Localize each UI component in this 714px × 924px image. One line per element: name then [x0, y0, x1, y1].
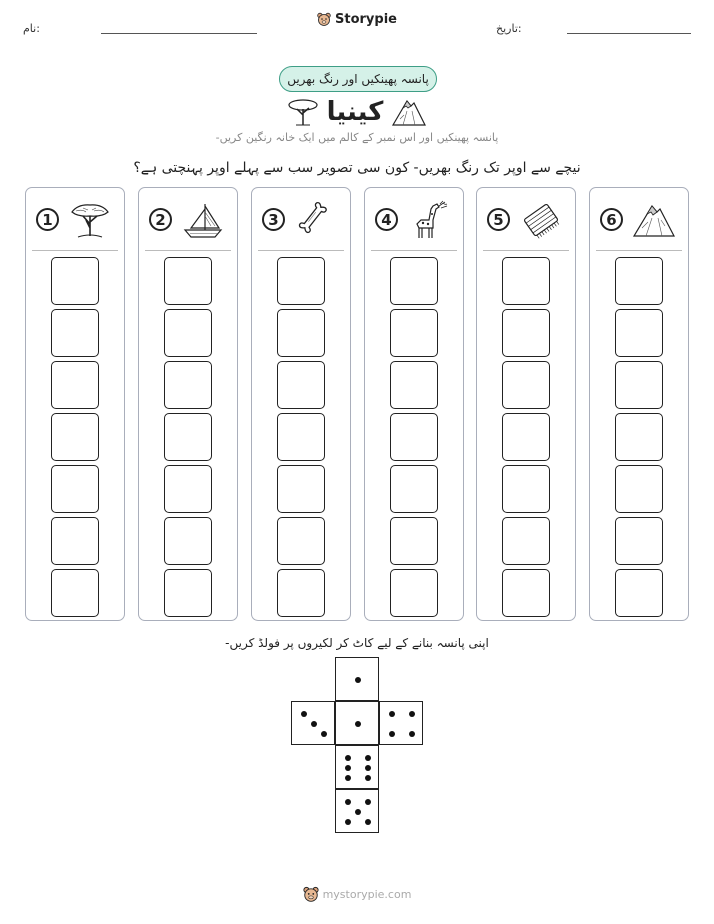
column-6: [589, 187, 689, 621]
column-number: 6: [600, 208, 623, 231]
color-cell[interactable]: [390, 309, 438, 357]
color-cell[interactable]: [164, 257, 212, 305]
color-cell[interactable]: [164, 309, 212, 357]
column-number: 5: [487, 208, 510, 231]
dice-pip: [345, 755, 351, 761]
color-cell[interactable]: [615, 361, 663, 409]
column-divider: [483, 250, 569, 251]
color-cell[interactable]: [390, 361, 438, 409]
column-number: 1: [36, 208, 59, 231]
color-cell[interactable]: [51, 309, 99, 357]
sailboat-icon: [181, 200, 225, 240]
acacia-tree-icon: [68, 200, 112, 240]
column-4: [364, 187, 464, 621]
color-cell[interactable]: [390, 257, 438, 305]
folded-blanket-icon: [519, 200, 563, 240]
column-divider: [145, 250, 231, 251]
dice-instruction: اپنی پانسہ بنانے کے لیے کاٹ کر لکیروں پر فولڈ کریں-: [225, 636, 489, 650]
color-cell[interactable]: [502, 257, 550, 305]
color-cell[interactable]: [51, 569, 99, 617]
acacia-tree-icon: [287, 97, 319, 127]
mountain-icon: [632, 200, 676, 240]
giraffe-icon: [407, 200, 451, 240]
color-cell[interactable]: [502, 361, 550, 409]
color-cell[interactable]: [277, 309, 325, 357]
color-cell[interactable]: [164, 413, 212, 461]
dice-face: [379, 701, 423, 745]
dice-pip: [355, 721, 361, 727]
footer-url: mystorypie.com: [322, 888, 412, 901]
title-text: کینیا: [326, 97, 384, 127]
brand: [0, 12, 714, 31]
dice-pip: [301, 711, 307, 717]
color-cell[interactable]: [164, 465, 212, 513]
dice-pip: [365, 775, 371, 781]
color-cell[interactable]: [277, 361, 325, 409]
color-cell[interactable]: [277, 465, 325, 513]
dice-pip: [345, 775, 351, 781]
dice-face: [335, 745, 379, 789]
dice-pip: [365, 819, 371, 825]
column-divider: [371, 250, 457, 251]
activity-badge: پانسہ پھینکیں اور رنگ بھریں: [279, 66, 437, 92]
color-cell[interactable]: [615, 465, 663, 513]
footer: [0, 886, 714, 903]
dice-pip: [365, 755, 371, 761]
question: نیچے سے اوپر تک رنگ بھریں- کون سی تصویر سب سے پہلے اوپر پہنچتی ہے؟: [133, 160, 581, 176]
dice-pip: [365, 799, 371, 805]
column-divider: [596, 250, 682, 251]
name-label: نام:: [23, 22, 40, 35]
color-cell[interactable]: [164, 517, 212, 565]
dice-pip: [409, 711, 415, 717]
color-cell[interactable]: [277, 569, 325, 617]
color-cell[interactable]: [502, 413, 550, 461]
color-cell[interactable]: [51, 413, 99, 461]
dice-pip: [389, 711, 395, 717]
color-cell[interactable]: [502, 517, 550, 565]
color-cell[interactable]: [390, 413, 438, 461]
brand-name: Storypie: [335, 12, 397, 27]
page-title: [0, 92, 714, 132]
color-cell[interactable]: [615, 569, 663, 617]
bear-icon: [317, 12, 331, 27]
color-cell[interactable]: [277, 413, 325, 461]
color-cell[interactable]: [502, 569, 550, 617]
color-cell[interactable]: [615, 517, 663, 565]
color-cell[interactable]: [164, 569, 212, 617]
column-number: 4: [375, 208, 398, 231]
dice-pip: [355, 809, 361, 815]
name-line: [101, 33, 257, 34]
dice-pip: [355, 677, 361, 683]
dice-pip: [345, 799, 351, 805]
dice-pip: [389, 731, 395, 737]
column-1: [25, 187, 125, 621]
column-3: [251, 187, 351, 621]
color-cell[interactable]: [51, 257, 99, 305]
dice-pip: [365, 765, 371, 771]
bone-icon: [294, 200, 338, 240]
dice-face: [335, 789, 379, 833]
date-line: [567, 33, 691, 34]
column-5: [476, 187, 576, 621]
color-cell[interactable]: [502, 465, 550, 513]
subtitle: پانسہ پھینکیں اور اس نمبر کے کالم میں ایک خانہ رنگین کریں-: [215, 131, 499, 144]
color-cell[interactable]: [277, 257, 325, 305]
mountain-icon: [391, 97, 427, 127]
color-cell[interactable]: [51, 465, 99, 513]
color-cell[interactable]: [277, 517, 325, 565]
dice-face: [335, 701, 379, 745]
column-number: 2: [149, 208, 172, 231]
dice-pip: [409, 731, 415, 737]
bear-icon: [303, 886, 319, 903]
dice-pip: [321, 731, 327, 737]
color-cell[interactable]: [615, 413, 663, 461]
color-cell[interactable]: [390, 569, 438, 617]
dice-face: [291, 701, 335, 745]
column-divider: [32, 250, 118, 251]
color-cell[interactable]: [502, 309, 550, 357]
dice-pip: [345, 765, 351, 771]
dice-face: [335, 657, 379, 701]
column-number: 3: [262, 208, 285, 231]
dice-pip: [311, 721, 317, 727]
date-label: تاریخ:: [496, 22, 522, 35]
column-divider: [258, 250, 344, 251]
column-2: [138, 187, 238, 621]
color-cell[interactable]: [51, 361, 99, 409]
dice-pip: [345, 819, 351, 825]
color-cell[interactable]: [51, 517, 99, 565]
color-cell[interactable]: [615, 257, 663, 305]
color-cell[interactable]: [390, 465, 438, 513]
color-cell[interactable]: [390, 517, 438, 565]
color-cell[interactable]: [164, 361, 212, 409]
color-cell[interactable]: [615, 309, 663, 357]
